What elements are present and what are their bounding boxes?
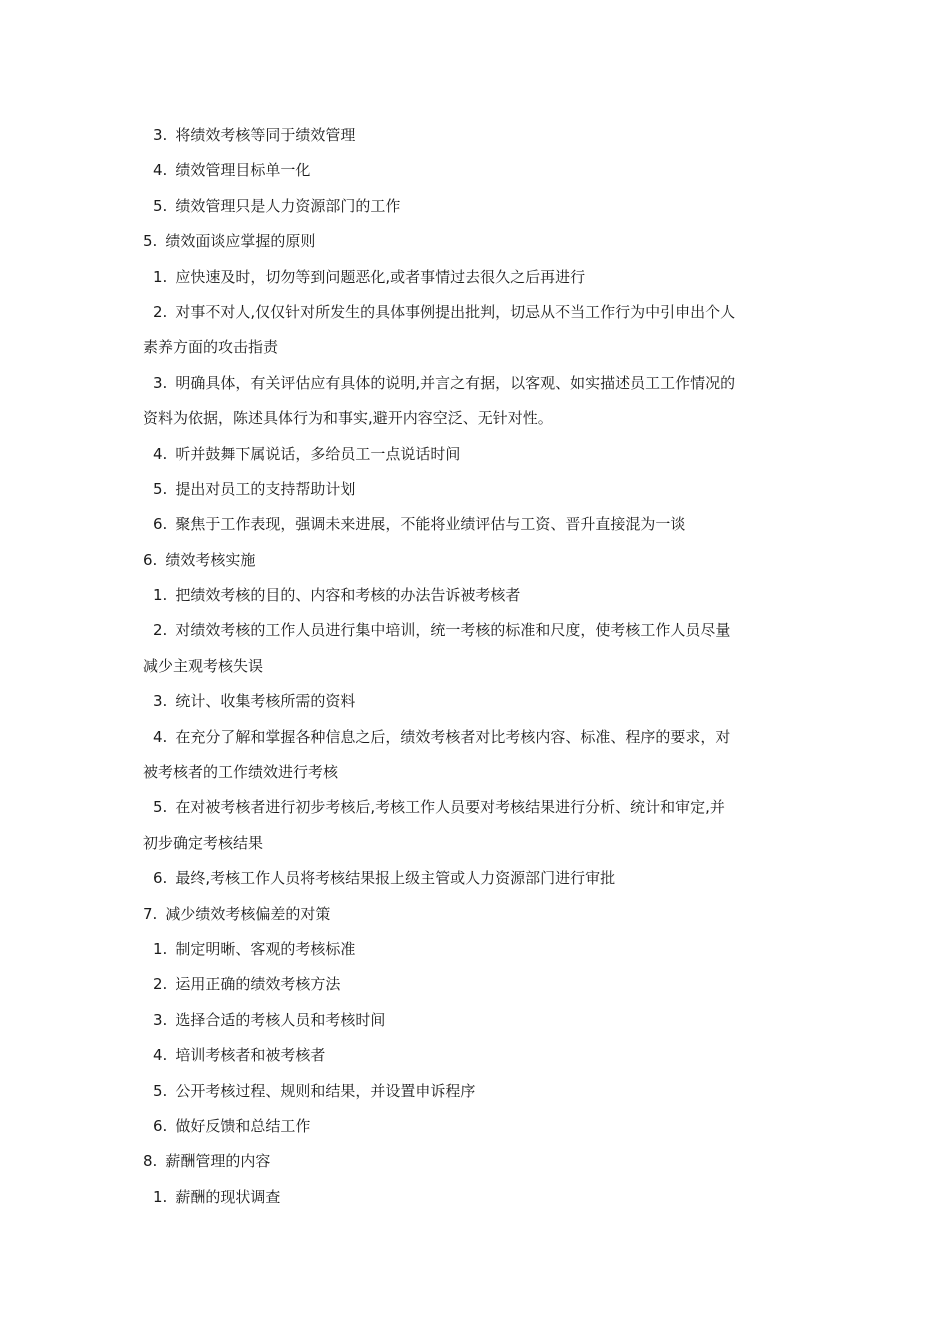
item-number: 8.: [143, 1152, 158, 1171]
paragraph-text: 绩效考核实施: [165, 550, 256, 569]
paragraph-text: 薪酬的现状调查: [175, 1187, 281, 1206]
paragraph-text: 公开考核过程、规则和结果，并设置申诉程序: [175, 1081, 476, 1100]
section-heading: [143, 1144, 813, 1179]
paragraph-text: 减少绩效考核偏差的对策: [165, 904, 331, 923]
list-item: [143, 437, 813, 472]
item-number: 6.: [153, 1116, 168, 1135]
paragraph-line: [143, 437, 813, 472]
paragraph-line: [143, 543, 813, 578]
paragraph-continuation-line: [143, 649, 813, 684]
paragraph-text: 绩效管理目标单一化: [175, 161, 311, 180]
section-heading: [143, 543, 813, 578]
paragraph-text: 选择合适的考核人员和考核时间: [175, 1010, 386, 1029]
item-number: 5.: [153, 479, 168, 498]
document-body: [143, 118, 813, 1215]
paragraph-text: 素养方面的攻击指责: [143, 338, 279, 357]
paragraph-text: 绩效面谈应掌握的原则: [165, 232, 316, 251]
paragraph-text: 把绩效考核的目的、内容和考核的办法告诉被考核者: [175, 586, 521, 605]
list-item: [143, 295, 813, 366]
item-number: 5.: [153, 798, 168, 817]
paragraph-text: 在对被考核者进行初步考核后,考核工作人员要对考核结果进行分析、统计和审定,并: [175, 798, 725, 817]
paragraph-text: 提出对员工的支持帮助计划: [175, 479, 356, 498]
list-item: [143, 1109, 813, 1144]
paragraph-text: 明确具体，有关评估应有具体的说明,并言之有据，以客观、如实描述员工工作情况的: [175, 373, 736, 392]
item-number: 4.: [153, 444, 168, 463]
paragraph-line: [143, 224, 813, 259]
item-number: 1.: [153, 1187, 168, 1206]
paragraph-line: [143, 295, 813, 330]
list-item: [143, 578, 813, 613]
list-item: [143, 153, 813, 188]
paragraph-text: 最终,考核工作人员将考核结果报上级主管或人力资源部门进行审批: [175, 869, 616, 888]
paragraph-line: [143, 613, 813, 648]
paragraph-text: 被考核者的工作绩效进行考核: [143, 763, 339, 782]
list-item: [143, 1074, 813, 1109]
item-number: 7.: [143, 904, 158, 923]
paragraph-line: [143, 118, 813, 153]
item-number: 6.: [153, 515, 168, 534]
list-item: [143, 1038, 813, 1073]
paragraph-line: [143, 1038, 813, 1073]
list-item: [143, 189, 813, 224]
list-item: [143, 720, 813, 791]
list-item: [143, 790, 813, 861]
item-number: 5.: [143, 232, 158, 251]
paragraph-line: [143, 189, 813, 224]
item-number: 6.: [153, 869, 168, 888]
item-number: 2.: [153, 621, 168, 640]
paragraph-line: [143, 1180, 813, 1215]
item-number: 4.: [153, 727, 168, 746]
section-heading: [143, 224, 813, 259]
item-number: 6.: [143, 550, 158, 569]
list-item: [143, 1180, 813, 1215]
item-number: 1.: [153, 939, 168, 958]
section-heading: [143, 897, 813, 932]
paragraph-continuation-line: [143, 401, 813, 436]
item-number: 1.: [153, 586, 168, 605]
list-item: [143, 967, 813, 1002]
paragraph-text: 听并鼓舞下属说话，多给员工一点说话时间: [175, 444, 461, 463]
item-number: 2.: [153, 975, 168, 994]
paragraph-line: [143, 366, 813, 401]
item-number: 3.: [153, 373, 168, 392]
paragraph-line: [143, 1003, 813, 1038]
paragraph-line: [143, 861, 813, 896]
item-number: 2.: [153, 302, 168, 321]
paragraph-text: 应快速及时，切勿等到问题恶化,或者事情过去很久之后再进行: [175, 267, 586, 286]
item-number: 5.: [153, 1081, 168, 1100]
paragraph-continuation-line: [143, 826, 813, 861]
list-item: [143, 1003, 813, 1038]
item-number: 3.: [153, 692, 168, 711]
paragraph-line: [143, 932, 813, 967]
paragraph-text: 资料为依据，陈述具体行为和事实,避开内容空泛、无针对性。: [143, 409, 553, 428]
list-item: [143, 507, 813, 542]
paragraph-text: 制定明晰、客观的考核标准: [175, 939, 356, 958]
paragraph-text: 绩效管理只是人力资源部门的工作: [175, 196, 401, 215]
paragraph-line: [143, 472, 813, 507]
list-item: [143, 260, 813, 295]
paragraph-continuation-line: [143, 755, 813, 790]
list-item: [143, 932, 813, 967]
paragraph-text: 统计、收集考核所需的资料: [175, 692, 356, 711]
list-item: [143, 118, 813, 153]
list-item: [143, 861, 813, 896]
paragraph-line: [143, 790, 813, 825]
paragraph-text: 初步确定考核结果: [143, 833, 264, 852]
paragraph-text: 聚焦于工作表现，强调未来进展，不能将业绩评估与工资、晋升直接混为一谈: [175, 515, 686, 534]
paragraph-line: [143, 1074, 813, 1109]
item-number: 4.: [153, 1046, 168, 1065]
paragraph-text: 薪酬管理的内容: [165, 1152, 271, 1171]
paragraph-text: 减少主观考核失误: [143, 656, 264, 675]
paragraph-text: 在充分了解和掌握各种信息之后，绩效考核者对比考核内容、标准、程序的要求，对: [175, 727, 731, 746]
item-number: 1.: [153, 267, 168, 286]
paragraph-text: 运用正确的绩效考核方法: [175, 975, 341, 994]
item-number: 3.: [153, 1010, 168, 1029]
paragraph-line: [143, 1109, 813, 1144]
paragraph-line: [143, 684, 813, 719]
list-item: [143, 684, 813, 719]
paragraph-text: 对事不对人,仅仅针对所发生的具体事例提出批判，切忌从不当工作行为中引申出个人: [175, 302, 736, 321]
item-number: 5.: [153, 196, 168, 215]
item-number: 3.: [153, 126, 168, 144]
paragraph-line: [143, 967, 813, 1002]
paragraph-text: 培训考核者和被考核者: [175, 1046, 326, 1065]
paragraph-line: [143, 1144, 813, 1179]
paragraph-text: 将绩效考核等同于绩效管理: [175, 126, 356, 144]
paragraph-text: 对绩效考核的工作人员进行集中培训，统一考核的标准和尺度，使考核工作人员尽量: [175, 621, 731, 640]
paragraph-line: [143, 507, 813, 542]
paragraph-line: [143, 720, 813, 755]
list-item: [143, 366, 813, 437]
paragraph-continuation-line: [143, 330, 813, 365]
paragraph-text: 做好反馈和总结工作: [175, 1116, 311, 1135]
paragraph-line: [143, 578, 813, 613]
paragraph-line: [143, 153, 813, 188]
list-item: [143, 613, 813, 684]
list-item: [143, 472, 813, 507]
item-number: 4.: [153, 161, 168, 180]
paragraph-line: [143, 897, 813, 932]
paragraph-line: [143, 260, 813, 295]
